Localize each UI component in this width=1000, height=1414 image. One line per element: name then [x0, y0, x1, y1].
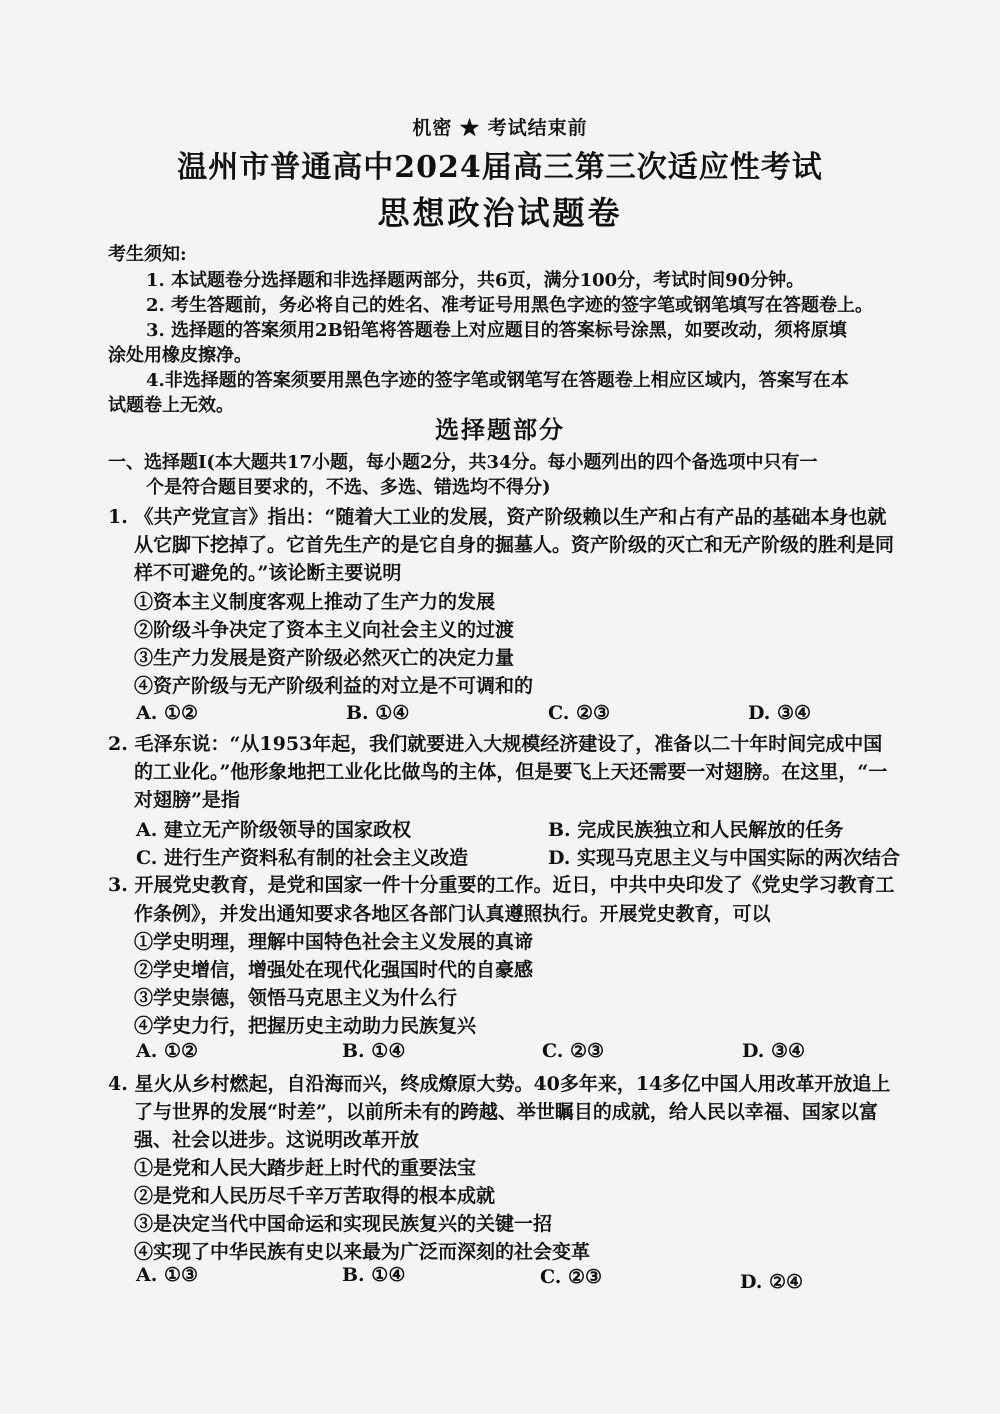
question-item: ④资产阶级与无产阶级利益的对立是不可调和的 [134, 675, 534, 697]
notice-line: 2. 考生答题前，务必将自己的姓名、准考证号用黑色字迹的签字笔或钢笔填写在答题卷上。 [146, 295, 874, 316]
section-intro: 个是符合题目要求的，不选、多选、错选均不得分) [146, 477, 551, 498]
option-d: D. ③④ [748, 702, 812, 724]
question-stem: 作条例》，并发出通知要求各地区各部门认真遵照执行。开展党史教育，可以 [134, 903, 771, 925]
section-intro: 一、选择题Ⅰ(本大题共17小题，每小题2分，共34分。每小题列出的四个备选项中只有一 [108, 452, 818, 473]
option-a: A. ①③ [136, 1264, 199, 1286]
option-b: B. ①④ [346, 702, 410, 724]
question-stem: 从它脚下挖掉了。它首先生产的是它自身的掘墓人。资产阶级的灭亡和无产阶级的胜利是同 [134, 534, 895, 556]
option-c: C. ②③ [548, 702, 611, 724]
question-item: ①是党和人民大踏步赶上时代的重要法宝 [134, 1157, 477, 1179]
notice-line: 4.非选择题的答案须要用黑色字迹的签字笔或钢笔写在答题卷上相应区域内，答案写在本 [146, 370, 849, 391]
option-c: C. ②③ [542, 1040, 605, 1062]
question-item: ③学史崇德，领悟马克思主义为什么行 [134, 987, 458, 1009]
option-d: D. ②④ [740, 1271, 804, 1293]
option-a: A. 建立无产阶级领导的国家政权 [136, 819, 411, 841]
question-item: ②是党和人民历尽千辛万苦取得的根本成就 [134, 1185, 496, 1207]
question-stem: 的工业化。”他形象地把工业化比做鸟的主体，但是要飞上天还需要一对翅膀。在这里，“一 [134, 761, 888, 783]
notice-line: 试题卷上无效。 [108, 395, 234, 416]
question-stem: 对翅膀”是指 [134, 789, 240, 811]
notice-line: 3. 选择题的答案须用2B铅笔将答题卷上对应题目的答案标号涂黑，如要改动，须将原填 [146, 320, 847, 341]
question-item: ②阶级斗争决定了资本主义向社会主义的过渡 [134, 619, 515, 641]
option-b: B. ①④ [342, 1264, 406, 1286]
exam-title: 温州市普通高中2024届高三第三次适应性考试 [177, 150, 823, 185]
notice-line: 涂处用橡皮擦净。 [108, 345, 252, 366]
confidential-mark: 机密 ★ 考试结束前 [412, 117, 588, 139]
question-item: ④实现了中华民族有史以来最为广泛而深刻的社会变革 [134, 1241, 591, 1263]
option-b: B. 完成民族独立和人民解放的任务 [548, 819, 844, 841]
question-stem: 2. 毛泽东说：“从1953年起，我们就要进入大规模经济建设了，准备以二十年时间完成中国 [108, 733, 883, 755]
option-a: A. ①② [136, 702, 199, 724]
notice-heading: 考生须知: [108, 244, 187, 265]
option-d: D. 实现马克思主义与中国实际的两次结合 [548, 847, 901, 869]
question-item: ①资本主义制度客观上推动了生产力的发展 [134, 591, 496, 613]
question-item: ①学史明理，理解中国特色社会主义发展的真谛 [134, 931, 534, 953]
question-stem: 4. 星火从乡村燃起，自沿海而兴，终成燎原大势。40多年来，14多亿中国人用改革开放追上 [108, 1073, 891, 1095]
question-stem: 样不可避免的。”该论断主要说明 [134, 562, 402, 584]
option-c: C. 进行生产资料私有制的社会主义改造 [136, 847, 469, 869]
question-item: ④学史力行，把握历史主动助力民族复兴 [134, 1015, 477, 1037]
question-stem: 3. 开展党史教育，是党和国家一件十分重要的工作。近日，中共中央印发了《党史学习教育工 [108, 874, 895, 896]
question-stem: 强、社会以进步。这说明改革开放 [134, 1129, 420, 1151]
question-item: ②学史增信，增强处在现代化强国时代的自豪感 [134, 959, 534, 981]
question-stem: 了与世界的发展“时差”，以前所未有的跨越、举世瞩目的成就，给人民以幸福、国家以富 [134, 1101, 878, 1123]
option-b: B. ①④ [342, 1040, 406, 1062]
notice-line: 1. 本试题卷分选择题和非选择题两部分，共6页，满分100分，考试时间90分钟。 [146, 270, 805, 291]
option-c: C. ②③ [540, 1266, 603, 1288]
subject-title: 思想政治试题卷 [377, 194, 623, 232]
question-item: ③生产力发展是资产阶级必然灭亡的决定力量 [134, 647, 515, 669]
question-item: ③是决定当代中国命运和实现民族复兴的关键一招 [134, 1213, 553, 1235]
question-stem: 1. 《共产党宣言》指出：“随着大工业的发展，资产阶级赖以生产和占有产品的基础本身也就 [108, 506, 887, 528]
option-a: A. ①② [136, 1040, 199, 1062]
option-d: D. ③④ [742, 1040, 806, 1062]
section-title: 选择题部分 [435, 415, 565, 444]
